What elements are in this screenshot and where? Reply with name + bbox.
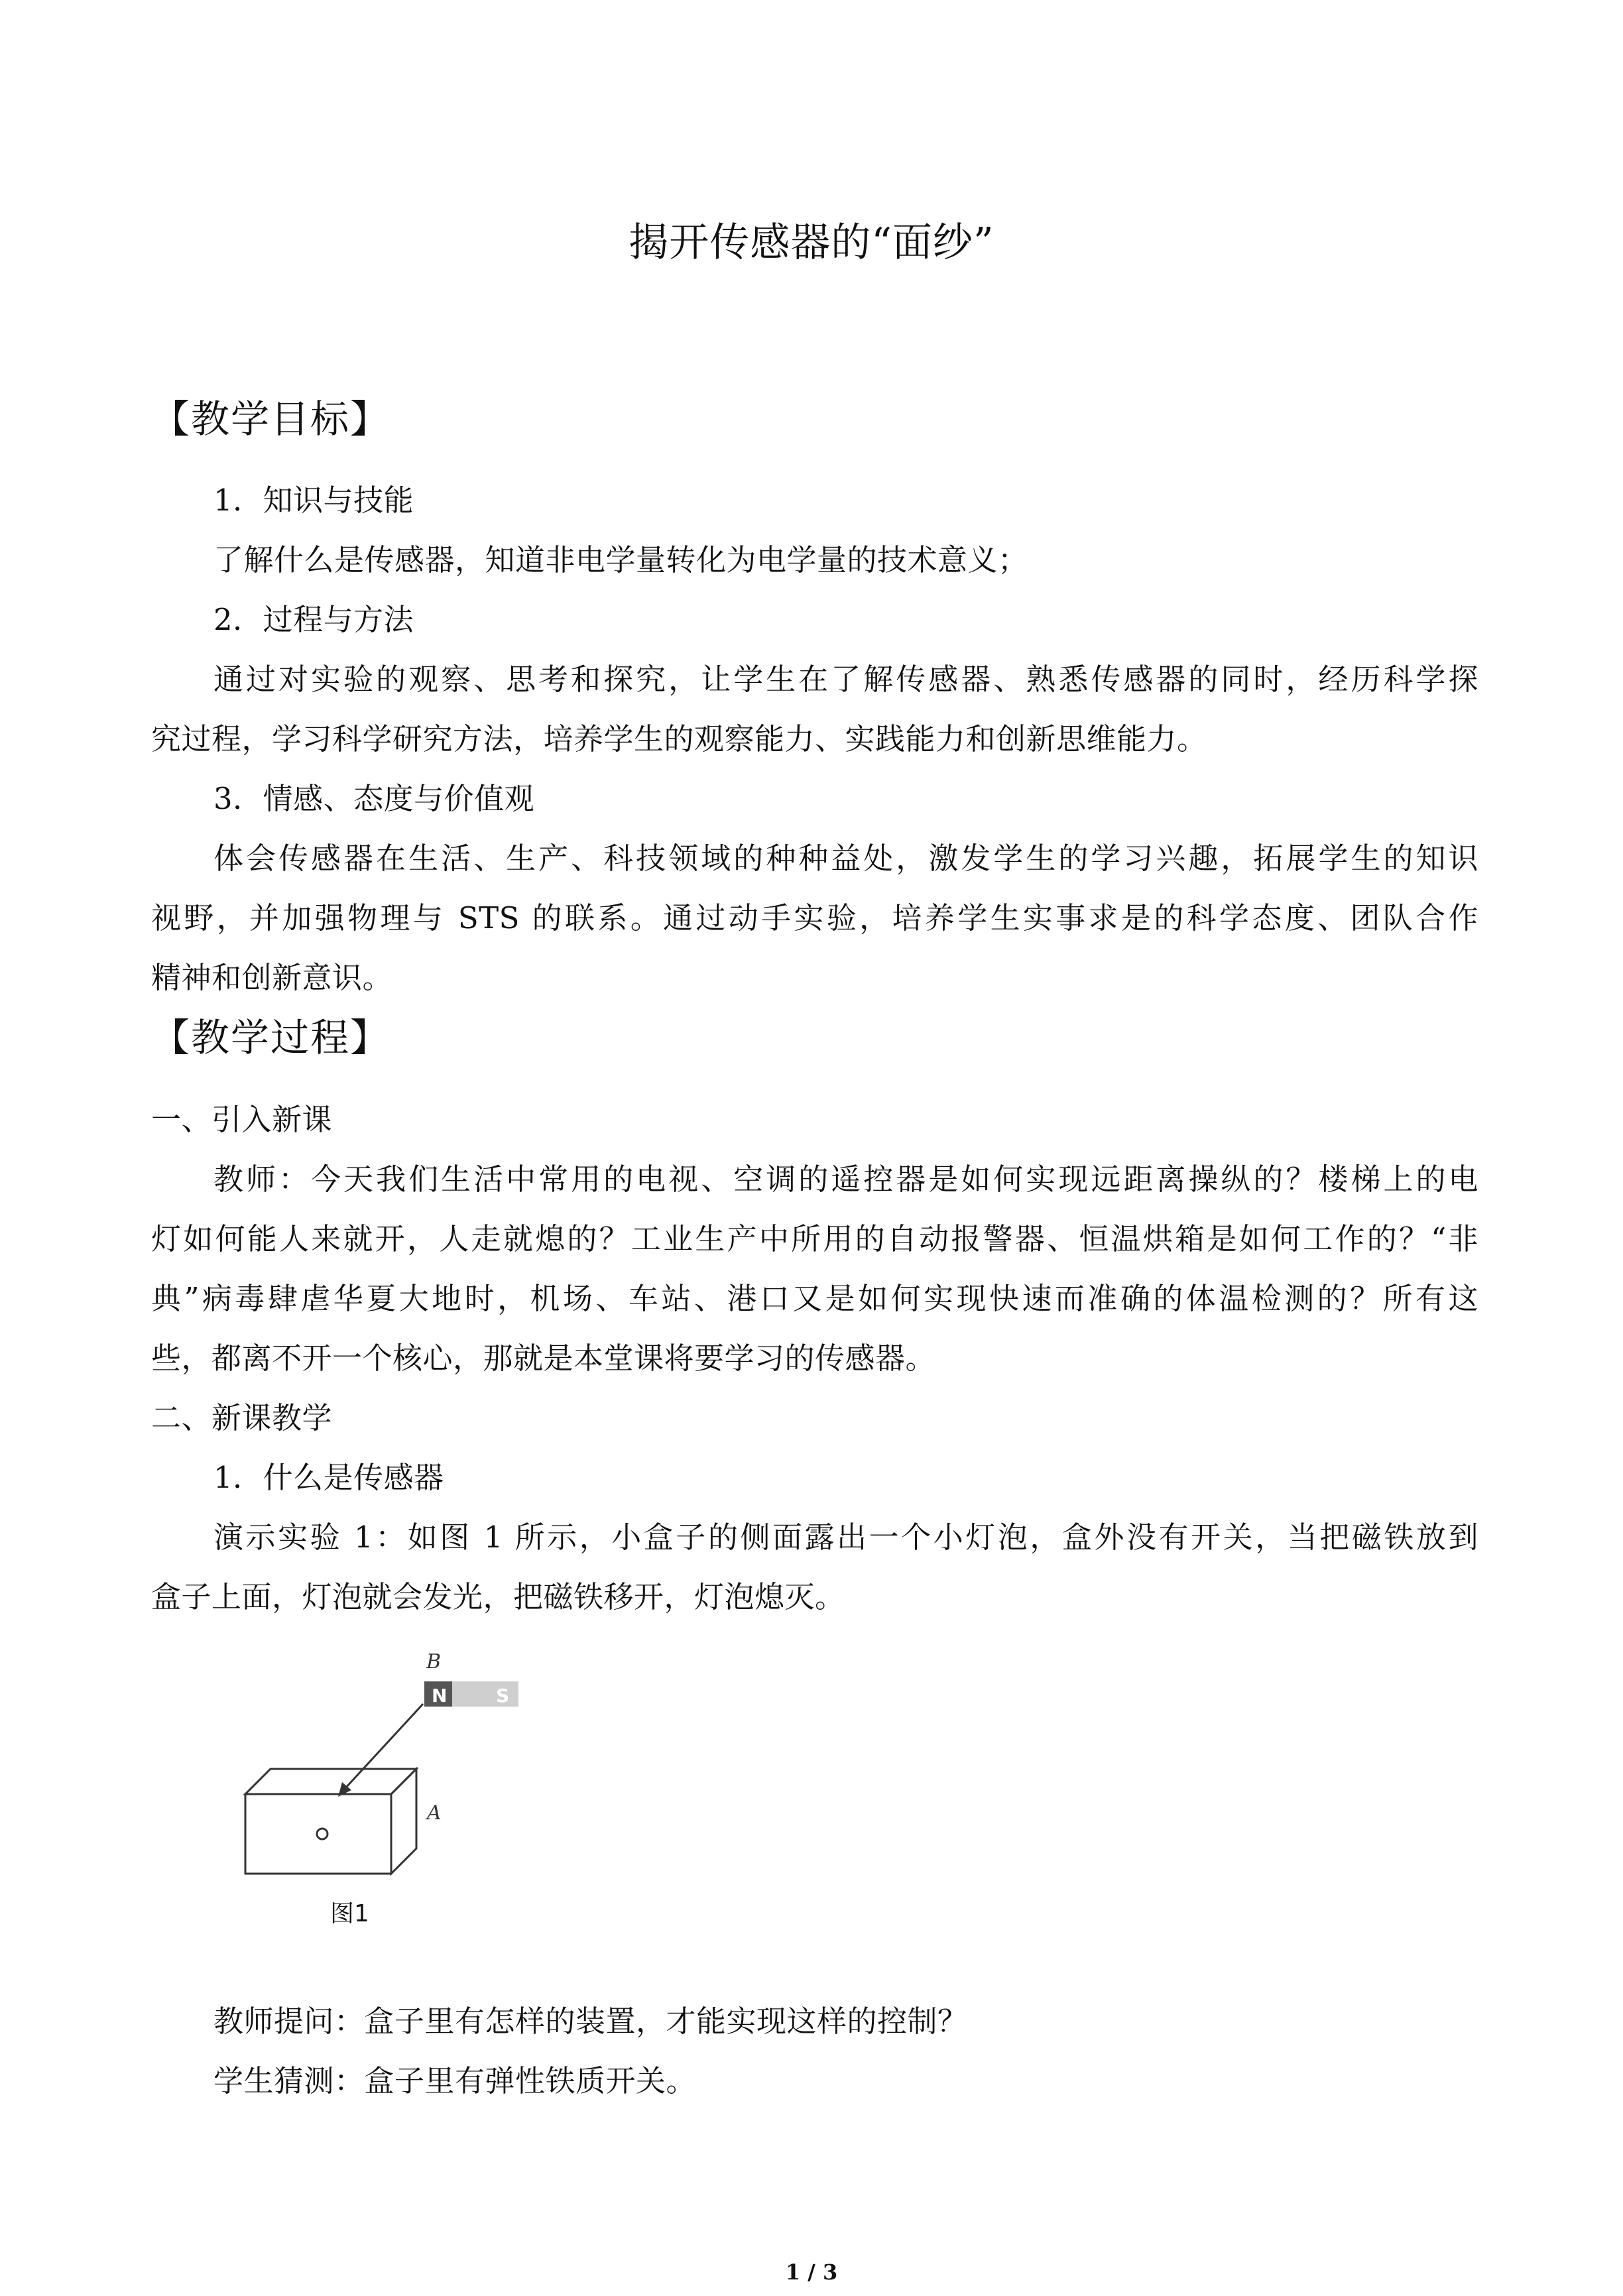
section-heading-goals: 【教学目标】 <box>151 396 391 442</box>
goal-2-text-line-2: 究过程，学习科学研究方法，培养学生的观察能力、实践能力和创新思维能力。 <box>151 721 1207 756</box>
goal-2-heading: 2．过程与方法 <box>213 602 414 637</box>
figure-label-a: A <box>427 1801 442 1825</box>
part-1-line-4: 些，都离不开一个核心，那就是本堂课将要学习的传感器。 <box>151 1341 936 1376</box>
demo-line-2: 盒子上面，灯泡就会发光，把磁铁移开，灯泡熄灭。 <box>151 1579 845 1614</box>
goal-3-text-line-3: 精神和创新意识。 <box>151 960 393 995</box>
part-1-line-2: 灯如何能人来就开，人走就熄的？工业生产中所用的自动报警器、恒温烘箱是如何工作的？“非 <box>151 1221 1478 1256</box>
teacher-question: 教师提问：盒子里有怎样的装置，才能实现这样的控制？ <box>213 2004 968 2039</box>
figure-1-box-magnet <box>231 1650 549 1895</box>
student-guess: 学生猜测：盒子里有弹性铁质开关。 <box>213 2063 697 2098</box>
subsection-1-heading: 1．什么是传感器 <box>213 1460 444 1495</box>
page-title: 揭开传感器的“面纱” <box>629 219 994 266</box>
magnet <box>424 1681 518 1707</box>
box <box>245 1769 416 1874</box>
goal-3-text-line-2: 视野，并加强物理与 STS 的联系。通过动手实验，培养学生实事求是的科学态度、团队合作 <box>151 900 1478 936</box>
part-1-line-1: 教师：今天我们生活中常用的电视、空调的遥控器是如何实现远距离操纵的？楼梯上的电 <box>213 1162 1478 1197</box>
goal-3-heading: 3．情感、态度与价值观 <box>213 781 535 816</box>
part-1-heading: 一、引入新课 <box>151 1102 333 1137</box>
demo-line-1: 演示实验 1：如图 1 所示，小盒子的侧面露出一个小灯泡，盒外没有开关，当把磁铁放到 <box>213 1520 1478 1555</box>
light-bulb-icon <box>317 1829 328 1839</box>
goal-2-text-line-1: 通过对实验的观察、思考和探究，让学生在了解传感器、熟悉传感器的同时，经历科学探 <box>213 662 1478 697</box>
goal-1-heading: 1．知识与技能 <box>213 483 414 518</box>
arrow-pointer <box>338 1704 423 1797</box>
part-1-line-3: 典”病毒肆虐华夏大地时，机场、车站、港口又是如何实现快速而准确的体温检测的？所有这 <box>151 1281 1478 1316</box>
figure-1-caption: 图1 <box>330 1900 369 1927</box>
goal-3-text-line-1: 体会传感器在生活、生产、科技领域的种种益处，激发学生的学习兴趣，拓展学生的知识 <box>213 841 1478 876</box>
figure-label-b: B <box>426 1650 442 1673</box>
part-2-heading: 二、新课教学 <box>151 1400 333 1435</box>
page-number: 1 / 3 <box>785 2260 838 2285</box>
magnet-north-label: N <box>432 1685 448 1707</box>
goal-1-text: 了解什么是传感器，知道非电学量转化为电学量的技术意义； <box>213 542 1028 577</box>
magnet-south-label: S <box>496 1685 510 1707</box>
section-heading-process: 【教学过程】 <box>151 1015 391 1060</box>
